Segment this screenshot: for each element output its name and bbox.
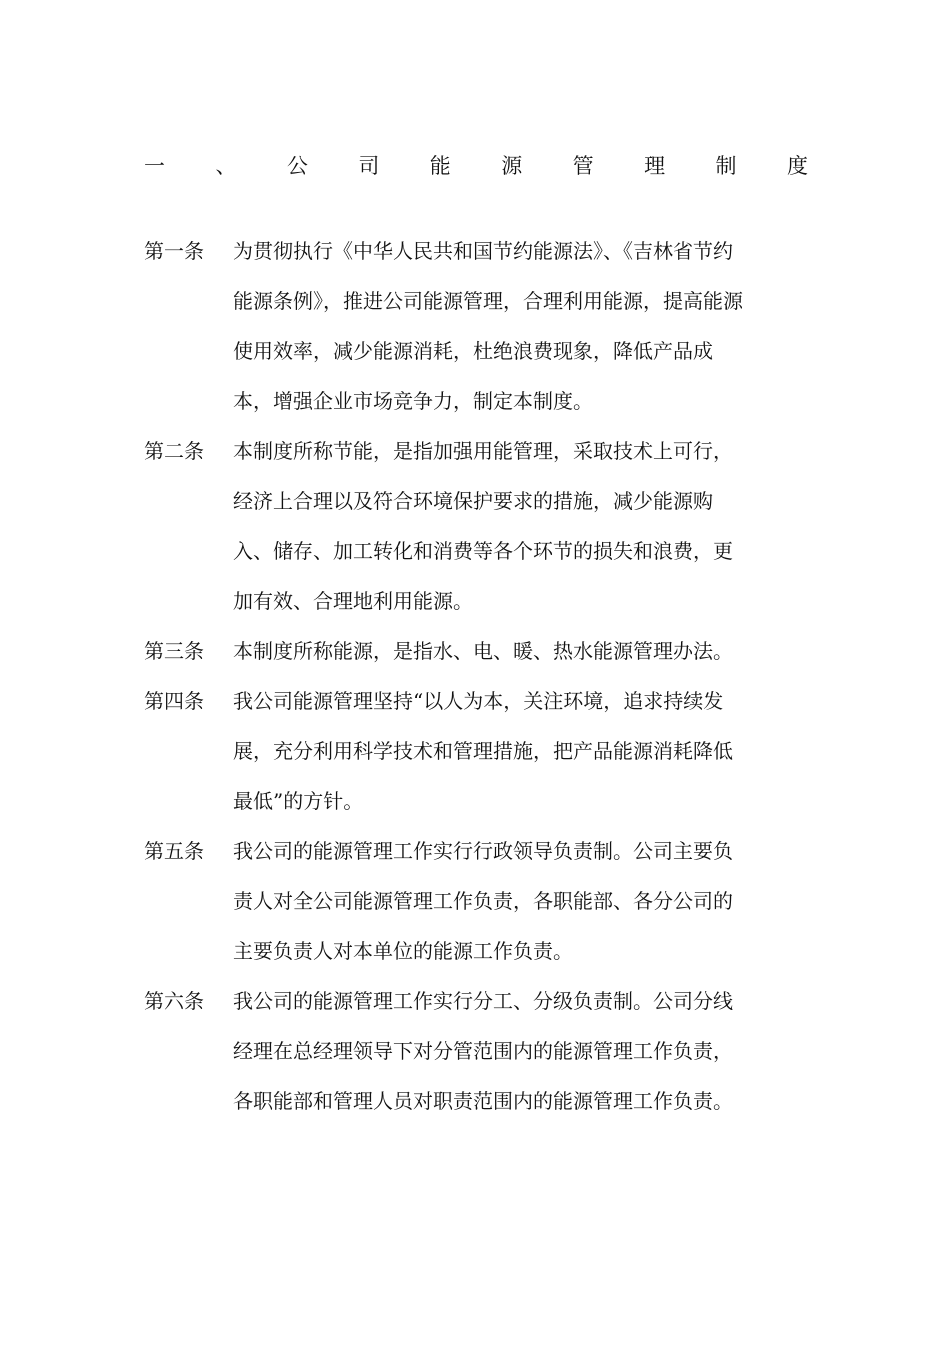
article-line: 加有效、合理地利用能源。 (233, 589, 473, 613)
title-char: 一 (144, 154, 165, 178)
title-char: 司 (358, 154, 380, 178)
article-label: 第四条 (144, 689, 204, 713)
title-char: 、 (215, 154, 237, 178)
title-char: 制 (715, 154, 737, 178)
article-line: 使用效率，减少能源消耗，杜绝浪费现象，降低产品成 (233, 339, 713, 363)
article-line: 经理在总经理领导下对分管范围内的能源管理工作负责， (233, 1039, 733, 1063)
title-char: 理 (644, 154, 666, 178)
article-line: 本，增强企业市场竞争力，制定本制度。 (233, 389, 593, 413)
article-line: 展，充分利用科学技术和管理措施，把产品能源消耗降低 (233, 739, 733, 763)
article-line: 我公司能源管理坚持“以人为本，关注环境，追求持续发 (233, 689, 724, 713)
article-6 (144, 976, 804, 1126)
title-char: 能 (429, 154, 451, 178)
article-body (233, 226, 793, 426)
title-char: 源 (501, 154, 523, 178)
article-label: 第三条 (144, 639, 204, 663)
article-list (0, 226, 950, 1126)
article-1 (144, 226, 804, 426)
article-body (233, 676, 793, 826)
article-4 (144, 676, 804, 826)
article-line: 为贯彻执行《中华人民共和国节约能源法》、《吉林省节约 (233, 239, 733, 263)
article-line: 主要负责人对本单位的能源工作负责。 (233, 939, 573, 963)
article-label: 第二条 (144, 439, 204, 463)
article-label: 第六条 (144, 989, 204, 1013)
article-body (233, 826, 793, 976)
article-line: 最低”的方针。 (233, 789, 364, 813)
article-line: 我公司的能源管理工作实行分工、分级负责制。公司分线 (233, 989, 733, 1013)
title-char: 公 (286, 154, 308, 178)
article-line: 经济上合理以及符合环境保护要求的措施，减少能源购 (233, 489, 713, 513)
article-label: 第五条 (144, 839, 204, 863)
article-body (233, 976, 793, 1126)
article-body (233, 626, 793, 676)
title-char: 管 (572, 154, 594, 178)
article-line: 本制度所称能源，是指水、电、暖、热水能源管理办法。 (233, 639, 733, 663)
title-char: 度 (786, 154, 808, 178)
article-line: 本制度所称节能，是指加强用能管理，采取技术上可行， (233, 439, 733, 463)
article-body (233, 426, 793, 626)
article-5 (144, 826, 804, 976)
article-2 (144, 426, 804, 626)
article-line: 各职能部和管理人员对职责范围内的能源管理工作负责。 (233, 1089, 733, 1113)
article-line: 能源条例》，推进公司能源管理，合理利用能源，提高能源 (233, 289, 743, 313)
article-line: 我公司的能源管理工作实行行政领导负责制。公司主要负 (233, 839, 733, 863)
article-line: 责人对全公司能源管理工作负责，各职能部、各分公司的 (233, 889, 733, 913)
article-line: 入、储存、加工转化和消费等各个环节的损失和浪费，更 (233, 539, 733, 563)
document-title (144, 150, 808, 182)
article-label: 第一条 (144, 239, 204, 263)
article-3 (144, 626, 804, 676)
